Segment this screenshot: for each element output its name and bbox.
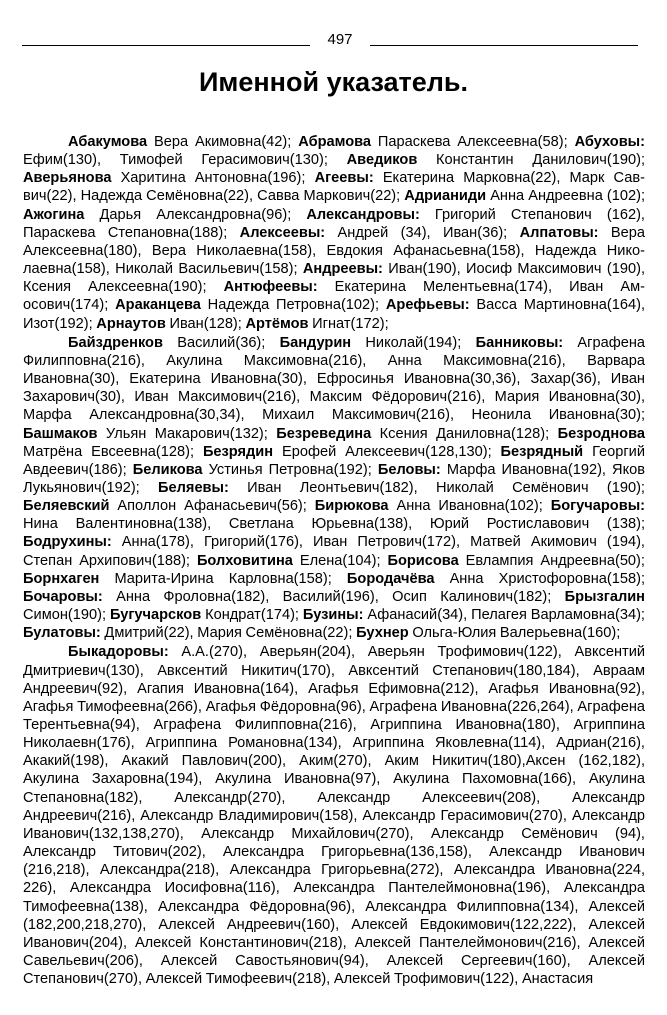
name-entries: Анна Ивановна(102); — [388, 498, 551, 515]
name-entries: Анна Христофоровна(158); — [434, 570, 645, 587]
name-entries: Анна Фроловна(182), Василий(196), Осип Калинович(182); — [102, 588, 565, 605]
name-entries: Анна Андреевна (102); — [486, 188, 645, 205]
surname-heading: Башмаков — [23, 425, 98, 442]
name-entries: Константин Данилович(190); — [417, 152, 646, 169]
name-entries: Вера Алексеевна(180), Вера Николаевна(158), Евдокия Афанасьевна(158), Надежда Николаевна(158), Николай Васильевич(158); — [23, 224, 645, 278]
name-entries: Аграфена Филипповна(216), Акулина Максимовна(216), Анна Максимовна(216), Варвара Ивановна(30), Екатерина Ивановна(30), Ефросинья Ивановна(30,36), Захар(36), Иван Захарович(30), Иван Максимович(216), Максим Фёдорович(216), Мария Ивановна(30), Марфа Александровна(30,34), Михаил Максимович(216), Неонила Ивановна(30); — [23, 334, 645, 424]
name-entries: Григорий Степанович (162), Параскева Степановна(188); — [23, 206, 645, 241]
surname-heading: Агеевы: — [314, 170, 374, 187]
surname-heading: Ажогина — [23, 206, 85, 223]
surname-heading: Абрамова — [298, 134, 372, 150]
surname-heading: Бирюкова — [314, 498, 389, 515]
surname-heading: Беляевы: — [158, 479, 229, 496]
surname-heading: Борисова — [387, 552, 459, 569]
surname-heading: Бухнер — [356, 625, 409, 642]
surname-heading: Абуховы: — [574, 134, 645, 150]
name-entries: Анна(178), Григорий(176), Иван Петрович(172), Матвей Акимович (194), Степан Архипович(188); — [23, 534, 645, 569]
name-entries: Ольга-Юлия Валерьевна(160); — [408, 625, 621, 642]
name-entries: Евлампия Андреевна(50); — [458, 552, 645, 569]
name-entries: Андрей (34), Иван(36); — [325, 224, 520, 241]
name-entries: Ксения Даниловна(128); — [371, 425, 558, 442]
surname-heading: Булатовы: — [23, 625, 101, 642]
surname-heading: Беляевский — [23, 498, 110, 515]
name-entries: Николай(194); — [351, 334, 476, 351]
surname-heading: Банниковы: — [475, 334, 564, 351]
name-entries: Устинья Петровна(192); — [202, 461, 378, 478]
surname-heading: Аведиков — [346, 152, 418, 169]
name-entries: Матрёна Евсеевна(128); — [23, 443, 203, 460]
name-entries: Ерофей Алексеевич(128,130); — [273, 443, 501, 460]
surname-heading: Антюфеевы: — [223, 279, 318, 296]
surname-heading: Безрядный — [500, 443, 584, 460]
name-entries: Васса Мартиновна(164), Изот(192); — [23, 297, 646, 332]
name-entries: Параскева Алексеевна(58); — [371, 134, 575, 150]
surname-heading: Быкадоровы: — [68, 644, 169, 661]
surname-heading: Беловы: — [377, 461, 441, 478]
header-rule-right — [370, 45, 638, 46]
surname-heading: Бодрухины: — [23, 534, 112, 551]
header-rule-left — [22, 45, 310, 46]
name-entries: Иван(128); — [165, 315, 246, 332]
surname-heading: Алексеевы: — [239, 224, 326, 241]
name-entries: Симон(190); — [23, 607, 110, 624]
surname-heading: Араканцева — [115, 297, 201, 314]
name-entries: А.А.(270), Аверьян(204), Аверьян Трофимович(122), Авксентий Дмитриевич(130), Авксентий Никитич(170), Авксентий Степанович(180,184), Авраам Андреевич(92), Агапия Ивановна(164), Агафья Ефимовна(212), Агафья Ивановна(92), Агафья Тимофеевна(266), Агафья Фёдоровна(96), Аграфена Ивановна(226,264), Аграфена Терентьевна(94), Аграфена Филипповна(216), Агриппина Ивановна(180), Агриппина Николаевн(176), Агриппина Романовна(134), Агриппина Яковлевна(114), Адриан(216), Акакий(198), Акакий Павлович(200), Аким(270), Аким Никитич(180),Аксен (162,182), Акулина Захаровна(194), Акулина Ивановна(97), Акулина Пахомовна(166), Акулина Степановна(182), Александр(270), Александр Алексеевич(208), Александр Андреевич(216), Александр Владимирович(158), Александр Герасимович(270), Александр Иванович(132,138,270), Александр Михайлович(270), Александр Семёнович (94), Александр Титович(202), Александра Григорьевна(136,158), Александр Иванович (216,218), Александра(218), Александра Григорьевна(272), Александра Ивановна(224, 226), Александра Иосифовна(116), Александра Пантелеймоновна(196), Александра Тимофеевна(138), Александра Фёдоровна(96), Александра Филипповна(134), Алексей (182,200,218,270), Алексей Андреевич(160), Алексей Евдокимович(122,222), Алексей Иванович(204), Алексей Константинович(218), Алексей Пантелеймонович(216), Алексей Савельевич(206), Алексей Савостьянович(94), Алексей Сергеевич(160), Алексей Степанович(270), Алексей Тимофеевич(218), Алексей Трофимович(122), Анастасия — [23, 644, 645, 988]
surname-heading: Безроднова — [557, 425, 645, 442]
surname-heading: Бузины: — [302, 607, 364, 624]
name-entries: Ефим(130), Тимофей Герасимович(130); — [23, 152, 347, 169]
name-entries: Надежда Петровна(102); — [200, 297, 386, 314]
name-entries: Харитина Антоновна(196); — [111, 170, 315, 187]
name-entries: Афанасий(34), Пелагея Варламовна(34); — [363, 607, 645, 624]
name-entries: Георгий Авдеевич(186); — [23, 443, 645, 478]
name-entries: Иван(190), Иосиф Максимович (190), Ксения Алексеевна(190); — [23, 261, 645, 296]
surname-heading: Адрианиди — [404, 188, 487, 205]
name-entries: Дарья Александровна(96); — [84, 206, 307, 223]
surname-heading: Арефьевы: — [385, 297, 470, 314]
name-entries: Нина Валентиновна(138), Светлана Юрьевна(138), Юрий Ростиславович (138); — [23, 516, 645, 533]
name-entries: Дмитрий(22), Мария Семёновна(22); — [100, 625, 357, 642]
surname-heading: Беликова — [132, 461, 203, 478]
page-number: 497 — [327, 31, 353, 48]
index-section-bykadorovy — [23, 643, 645, 988]
surname-heading: Бочаровы: — [23, 588, 103, 605]
name-entries: Вера Акимовна(42); — [147, 134, 299, 150]
name-entries: Игнат(172); — [308, 315, 389, 332]
name-entries: Марфа Ивановна(192), Яков Лукьянович(192); — [23, 461, 646, 496]
name-entries: Марита-Ирина Карловна(158); — [99, 570, 347, 587]
surname-heading: Аверьянова — [23, 170, 112, 187]
surname-heading: Бородачёва — [346, 570, 435, 587]
name-index-body — [23, 133, 645, 988]
name-entries: Елена(104); — [292, 552, 388, 569]
surname-heading: Алпатовы: — [519, 224, 599, 241]
name-entries: Аполлон Афанасьевич(56); — [109, 498, 315, 515]
surname-heading: Богучаровы: — [550, 498, 646, 515]
surname-heading: Болховитина — [196, 552, 293, 569]
surname-heading: Артёмов — [245, 315, 309, 332]
surname-heading: Андреевы: — [302, 261, 383, 278]
surname-heading: Брызгалин — [564, 588, 645, 605]
page-title: Именной указатель. — [198, 67, 469, 97]
surname-heading: Безрядин — [202, 443, 274, 460]
surname-heading: Безреведина — [276, 425, 372, 442]
name-entries: Екатерина Мелентьевна(174), Иван Амосович(174); — [23, 279, 645, 314]
name-entries: Кондрат(174); — [201, 607, 303, 624]
name-entries: Екатерина Марковна(22), Марк Саввич(22), Надежда Семёновна(22), Савва Маркович(22); — [23, 170, 645, 205]
surname-heading: Арнаутов — [96, 315, 166, 332]
surname-heading: Бандурин — [279, 334, 352, 351]
surname-heading: Абакумова — [68, 134, 148, 150]
surname-heading: Бугучарсков — [109, 607, 202, 624]
index-section-a — [23, 133, 645, 333]
surname-heading: Борнхаген — [23, 570, 100, 587]
page-header — [22, 31, 638, 51]
name-entries: Иван Леонтьевич(182), Николай Семёнович (190); — [228, 479, 645, 496]
surname-heading: Александровы: — [306, 206, 420, 223]
name-entries: Василий(36); — [162, 334, 280, 351]
name-entries: Ульян Макарович(132); — [97, 425, 277, 442]
index-section-b — [23, 334, 645, 643]
surname-heading: Байздренков — [68, 334, 163, 351]
